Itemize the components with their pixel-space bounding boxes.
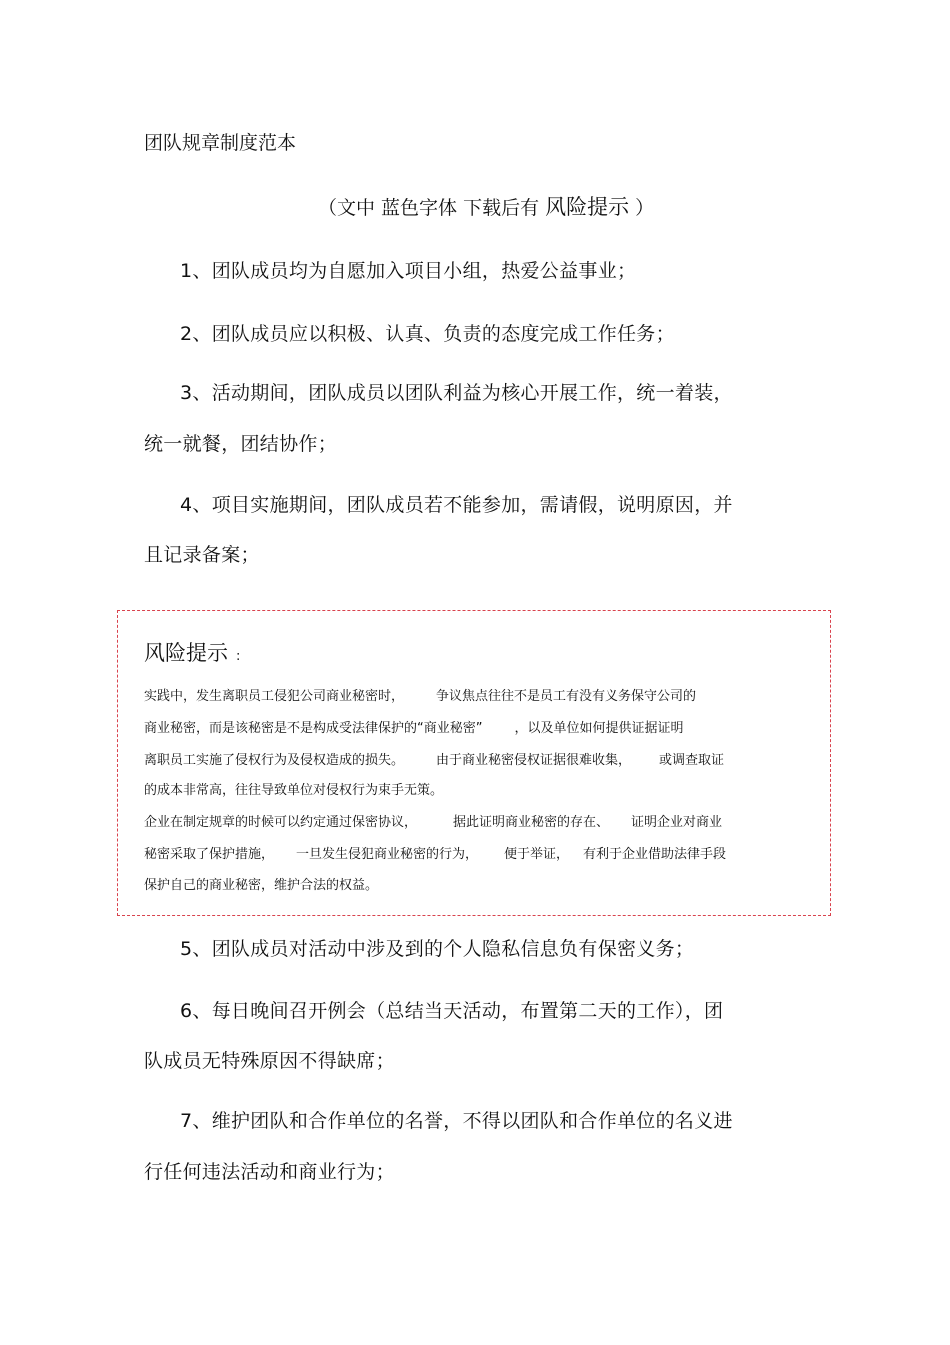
subtitle-prefix: （文中 蓝色字体 下载后有 bbox=[318, 197, 546, 219]
rule-6-line-1: 6、每日晚间召开例会（总结当天活动，布置第二天的工作），团 bbox=[180, 1000, 724, 1022]
risk-line-1-seg-2: 争议焦点往往不是员工有没有义务保守公司的 bbox=[436, 689, 697, 704]
risk-notice-line-6 bbox=[144, 843, 726, 862]
risk-notice-colon: : bbox=[236, 649, 241, 664]
rule-2-line-1: 2、团队成员应以积极、认真、负责的态度完成工作任务； bbox=[180, 323, 675, 345]
risk-line-1-seg-1: 实践中，发生离职员工侵犯公司商业秘密时， bbox=[144, 689, 405, 704]
risk-line-6-seg-4: 有利于企业借助法律手段 bbox=[583, 847, 727, 862]
risk-line-7-seg-1: 保护自己的商业秘密，维护合法的权益。 bbox=[144, 878, 379, 893]
risk-notice-line-3 bbox=[144, 749, 724, 768]
rule-7-line-1: 7、维护团队和合作单位的名誉，不得以团队和合作单位的名义进 bbox=[180, 1110, 733, 1132]
rule-6-line-2: 队成员无特殊原因不得缺席； bbox=[144, 1050, 395, 1072]
document-subtitle bbox=[318, 191, 654, 221]
rule-7-line-2: 行任何违法活动和商业行为； bbox=[144, 1161, 395, 1183]
risk-notice-line-5 bbox=[144, 811, 722, 830]
rule-3-line-1: 3、活动期间，团队成员以团队利益为核心开展工作，统一着装， bbox=[180, 382, 733, 404]
risk-notice-line-4 bbox=[144, 779, 443, 798]
risk-notice-line-7 bbox=[144, 874, 378, 893]
risk-line-3-seg-2: 由于商业秘密侵权证据很难收集， bbox=[436, 753, 632, 768]
risk-line-6-seg-1: 秘密采取了保护措施， bbox=[144, 847, 275, 862]
rule-3-line-2: 统一就餐，团结协作； bbox=[144, 433, 338, 455]
rule-5-line-1: 5、团队成员对活动中涉及到的个人隐私信息负有保密义务； bbox=[180, 938, 695, 960]
risk-line-5-seg-3: 证明企业对商业 bbox=[631, 815, 723, 830]
rule-4-line-1: 4、项目实施期间，团队成员若不能参加，需请假，说明原因，并 bbox=[180, 494, 733, 516]
risk-line-6-seg-2: 一旦发生侵犯商业秘密的行为， bbox=[296, 847, 479, 862]
risk-line-6-seg-3: 便于举证， bbox=[504, 847, 570, 862]
rule-1-line-1: 1、团队成员均为自愿加入项目小组，热爱公益事业； bbox=[180, 260, 637, 282]
risk-notice-title bbox=[144, 637, 240, 667]
risk-notice-line-2 bbox=[144, 717, 684, 736]
risk-line-3-seg-1: 离职员工实施了侵权行为及侵权造成的损失。 bbox=[144, 753, 405, 768]
risk-line-3-seg-3: 或调查取证 bbox=[659, 753, 725, 768]
risk-notice-line-1 bbox=[144, 685, 696, 704]
risk-line-4-seg-1: 的成本非常高，往往导致单位对侵权行为束手无策。 bbox=[144, 783, 444, 798]
document-title: 团队规章制度范本 bbox=[144, 132, 297, 154]
subtitle-suffix: ） bbox=[629, 197, 655, 219]
risk-line-5-seg-2: 据此证明商业秘密的存在、 bbox=[453, 815, 610, 830]
rule-4-line-2: 且记录备案； bbox=[144, 544, 260, 566]
risk-notice-heading: 风险提示 bbox=[144, 641, 228, 665]
risk-line-5-seg-1: 企业在制定规章的时候可以约定通过保密协议， bbox=[144, 815, 418, 830]
risk-line-2-seg-2: ，以及单位如何提供证据证明 bbox=[514, 721, 684, 736]
risk-line-2-seg-1: 商业秘密，而是该秘密是不是构成受法律保护的“商业秘密” bbox=[144, 721, 483, 736]
subtitle-risk-emphasis: 风险提示 bbox=[545, 195, 630, 219]
